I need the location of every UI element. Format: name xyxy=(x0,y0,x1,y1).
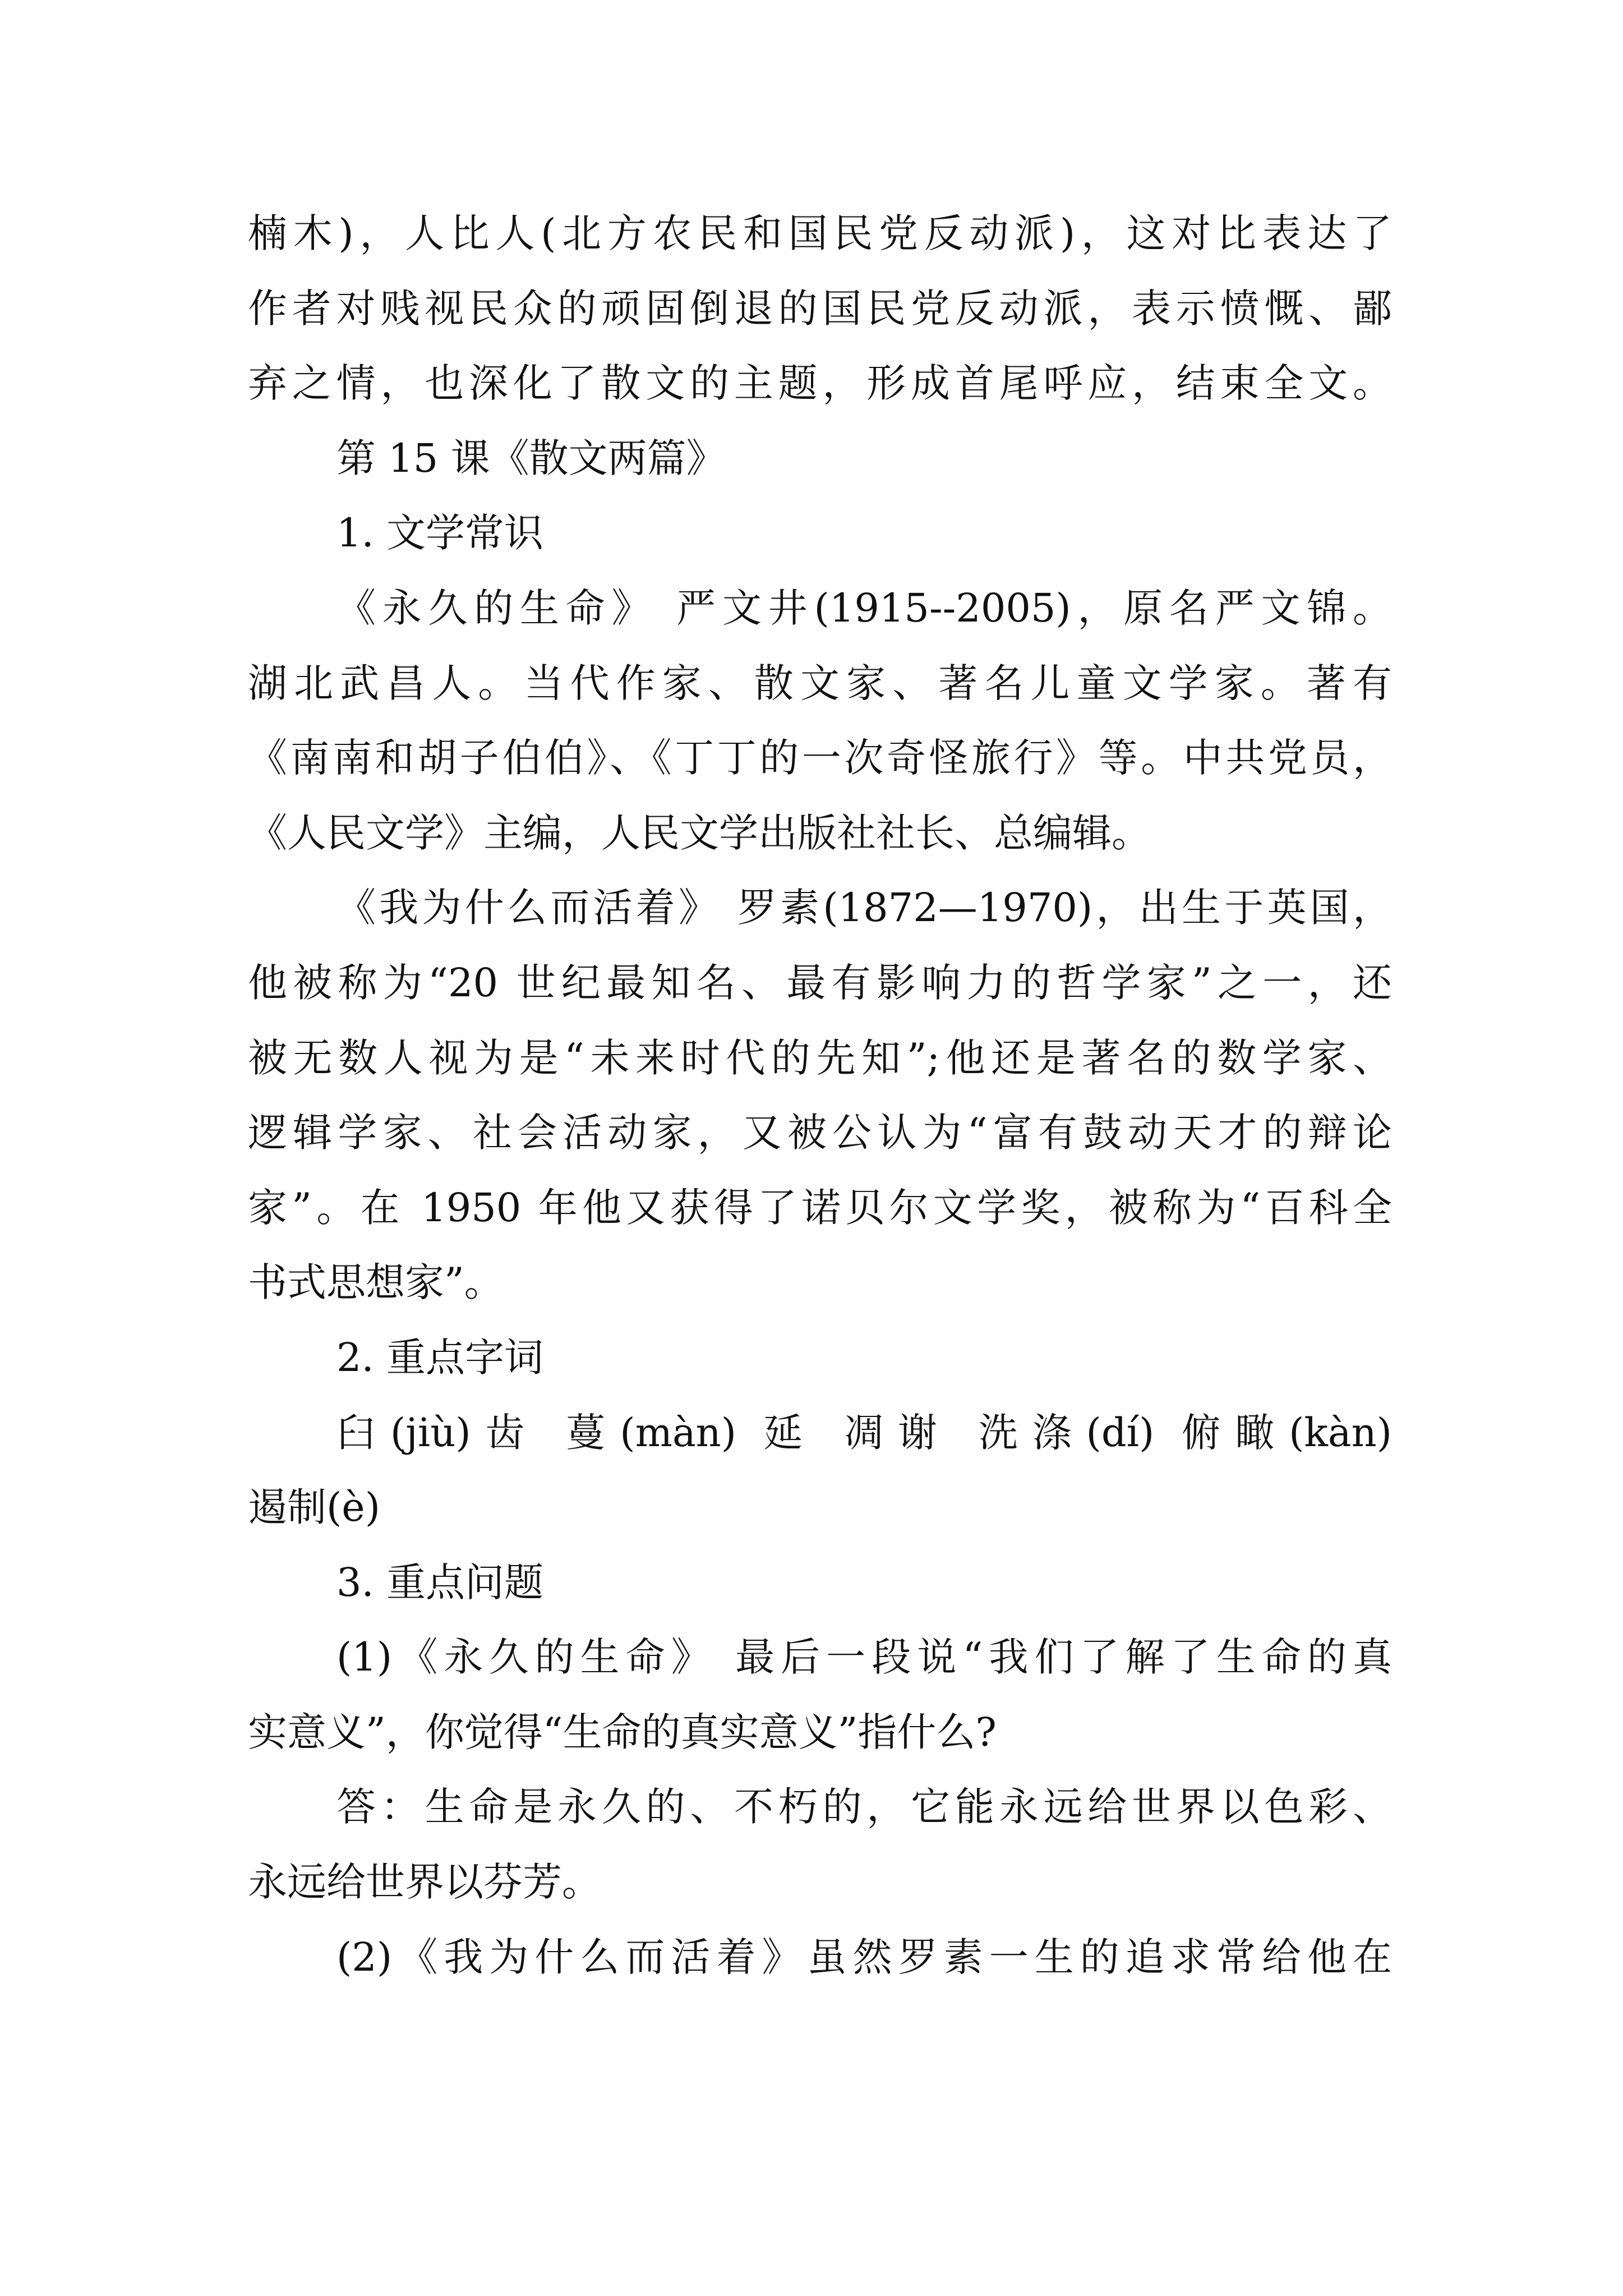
text-line: 《永久的生命》 严文井(1915--2005)，原名严文锦。 xyxy=(336,585,1392,631)
text-line: 《我为什么而活着》 罗素(1872—1970)，出生于英国， xyxy=(336,885,1392,931)
text-line: 《南南和胡子伯伯》、《丁丁的一次奇怪旅行》等。中共党员， xyxy=(248,735,1392,781)
document-body xyxy=(248,196,1392,1995)
text-line: 第 15 课《散文两篇》 xyxy=(336,435,726,481)
text-line: 他被称为“20 世纪最知名、最有影响力的哲学家”之一，还 xyxy=(248,959,1392,1006)
text-line: 《人民文学》主编，人民文学出版社社长、总编辑。 xyxy=(248,809,1151,856)
text-line: 被无数人视为是“未来时代的先知”;他还是著名的数学家、 xyxy=(248,1034,1392,1081)
text-line: 1. 文学常识 xyxy=(336,510,544,556)
text-line: 逻辑学家、社会活动家，又被公认为“富有鼓动天才的辩论 xyxy=(248,1110,1392,1156)
text-line: (1)《永久的生命》 最后一段说“我们了解了生命的真 xyxy=(336,1634,1392,1681)
text-line: 实意义”，你觉得“生命的真实意义”指什么? xyxy=(248,1709,997,1755)
text-line: 永远给世界以芬芳。 xyxy=(248,1859,601,1906)
text-line: 书式思想家”。 xyxy=(248,1259,504,1306)
text-line: 弃之情，也深化了散文的主题，形成首尾呼应，结束全文。 xyxy=(248,360,1392,407)
text-line: 答：生命是永久的、不朽的，它能永远给世界以色彩、 xyxy=(336,1784,1392,1830)
text-line: (2)《我为什么而活着》虽然罗素一生的追求常给他在 xyxy=(336,1934,1392,1980)
text-line: 家”。在 1950 年他又获得了诺贝尔文学奖，被称为“百科全 xyxy=(248,1184,1392,1231)
text-line: 湖北武昌人。当代作家、散文家、著名儿童文学家。著有 xyxy=(248,660,1392,706)
text-line: 楠木)，人比人(北方农民和国民党反动派)，这对比表达了 xyxy=(248,210,1392,256)
text-line: 臼(jiù)齿 蔓(màn) 延 凋谢 洗涤(dí) 俯瞰(kàn) xyxy=(336,1409,1392,1456)
text-line: 3. 重点问题 xyxy=(336,1559,544,1605)
text-line: 遏制(è) xyxy=(248,1484,381,1531)
text-line: 2. 重点字词 xyxy=(336,1334,544,1381)
text-line: 作者对贱视民众的顽固倒退的国民党反动派，表示愤慨、鄙 xyxy=(248,285,1392,332)
